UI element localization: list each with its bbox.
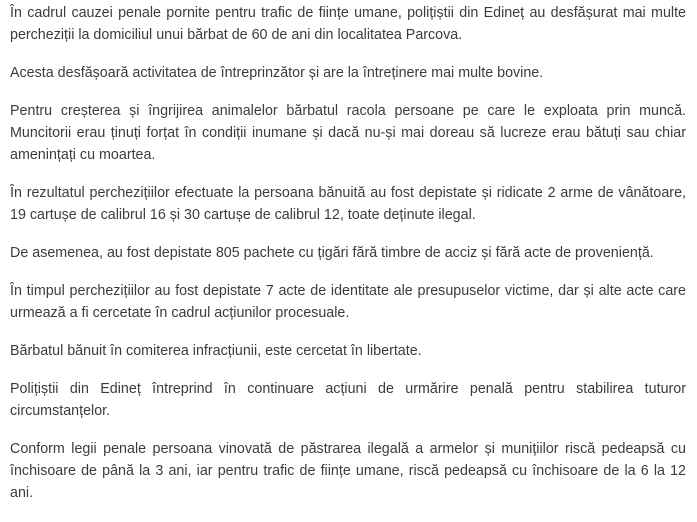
article-paragraph: Acesta desfășoară activitatea de întreprinzător și are la întreținere mai multe bovine. <box>10 65 544 81</box>
article-paragraph: Polițiștii din Edineț întreprind în continuare acțiuni de urmărire penală pentru stabilirea tuturor circumstanțelor. <box>10 381 686 419</box>
article-body <box>10 0 686 520</box>
article-paragraph: Pentru creșterea și îngrijirea animalelor bărbatul racola persoane pe care le exploata prin muncă. Muncitorii erau ținuți forțat în condiții inumane și dacă nu-și mai doreau să lucreze erau bătuți sau chiar amenințați cu moartea. <box>10 103 686 163</box>
article-paragraph: În cadrul cauzei penale pornite pentru trafic de ființe umane, polițiștii din Edineț au desfășurat mai multe percheziții la domiciliul unui bărbat de 60 de ani din localitatea Parcova. <box>10 5 686 43</box>
article-paragraph: Conform legii penale persoana vinovată de păstrarea ilegală a armelor și munițiilor riscă pedeapsă cu închisoare de până la 3 ani, iar pentru trafic de ființe umane, riscă pedeapsă cu închisoare de la 6 la 12 ani. <box>10 441 686 501</box>
article-paragraph: Bărbatul bănuit în comiterea infracțiunii, este cercetat în libertate. <box>10 343 422 359</box>
article-paragraph: De asemenea, au fost depistate 805 pachete cu țigări fără timbre de acciz și fără acte de proveniență. <box>10 245 654 261</box>
article-paragraph: În timpul perchezițiilor au fost depistate 7 acte de identitate ale presupuselor victime, dar și alte acte care urmează a fi cercetate în cadrul acțiunilor procesuale. <box>10 283 686 321</box>
article-paragraph: În rezultatul perchezițiilor efectuate la persoana bănuită au fost depistate și ridicate 2 arme de vânătoare, 19 cartușe de calibrul 16 și 30 cartușe de calibrul 12, toate deținute ilegal. <box>10 185 686 223</box>
